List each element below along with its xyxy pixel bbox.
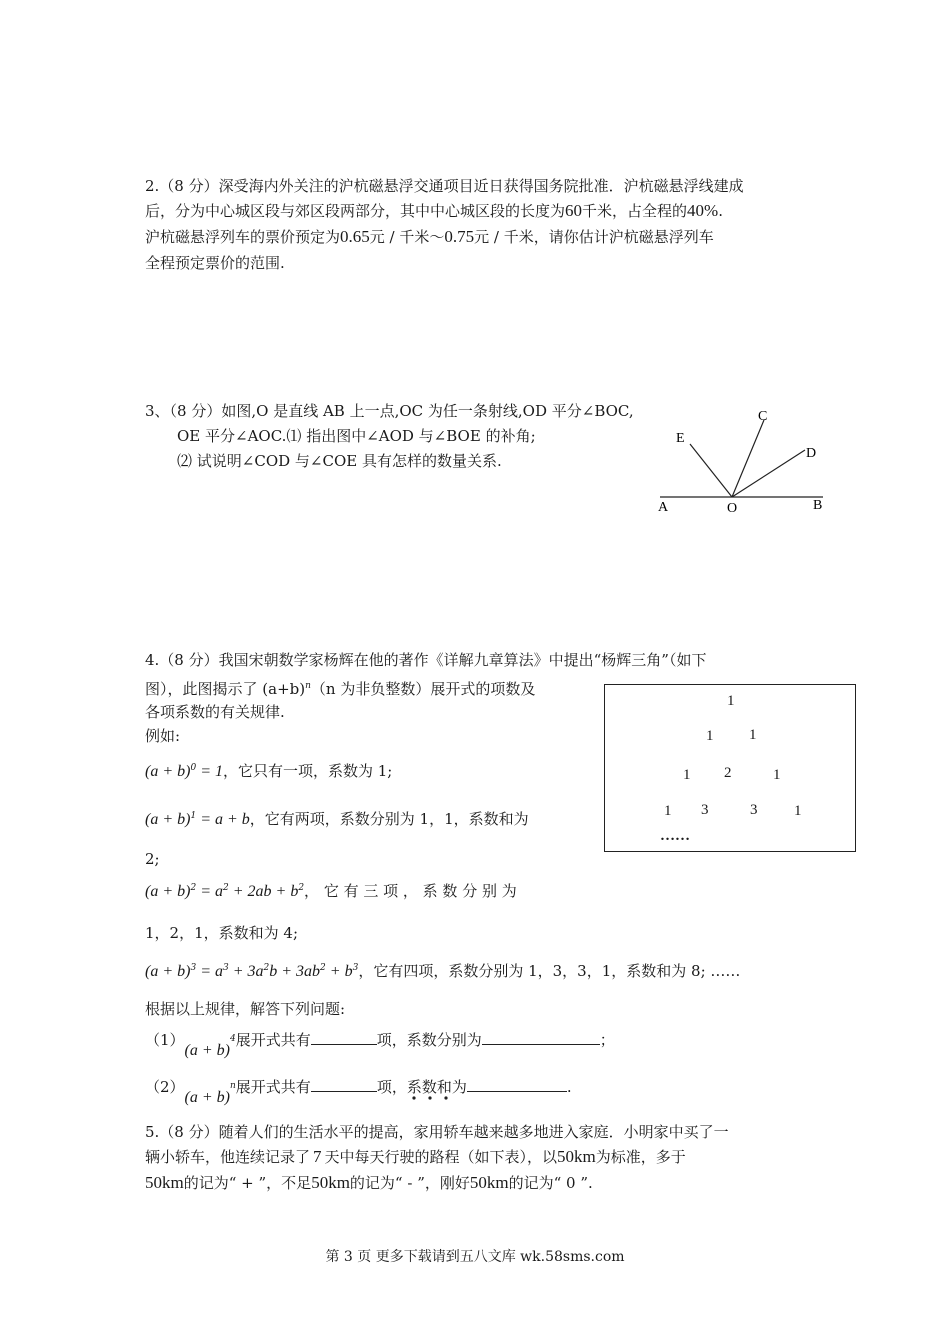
ex2-rhs2-sup: 2 [298, 883, 305, 893]
tri-r3-c2: 3 [750, 802, 758, 818]
p1-blank-coefficients[interactable] [482, 1030, 600, 1045]
q5-standard: 50km [557, 1147, 596, 1166]
ex2-sup: 2 [190, 883, 197, 893]
ex3-sup4: 3 [352, 963, 359, 973]
emphasis-dot [412, 1096, 415, 1099]
ex2-rhs2: + 2ab + b [228, 883, 299, 900]
q2-line4: 全程预定票价的范围. [145, 254, 285, 272]
p2-text-b: 项，系数和为 [376, 1078, 467, 1096]
p2-math: (a + b) [184, 1089, 230, 1106]
q4-line2 [145, 675, 535, 700]
q4-line2-text: 图），此图揭示了 (a+b) [145, 680, 306, 698]
q3-line1: 3、（8 分）如图,O 是直线 AB 上一点,OC 为任一条射线,OD 平分∠BOC, [145, 402, 634, 420]
tri-r2-c1: 2 [724, 765, 732, 781]
q2-price-low: 0.65 [340, 227, 370, 246]
emphasis-dot [428, 1096, 431, 1099]
ex0-sup: 0 [190, 763, 197, 773]
ray-oc [732, 420, 764, 497]
q5-line2-text: 辆小轿车，他连续记录了 [145, 1148, 311, 1166]
q2-price-high: 0.75 [444, 227, 475, 246]
tri-r1-c1: 1 [749, 727, 757, 743]
q5-line2-text-c: 为标准，多于 [595, 1148, 686, 1166]
q2-percent-value: 40% [687, 201, 719, 220]
q5-line1: 5.（8 分）随着人们的生活水平的提高，家用轿车越来越多地进入家庭．小明家中买了一 [145, 1123, 729, 1141]
ex2-rhs-sup: 2 [222, 883, 229, 893]
p1-blank-count[interactable] [311, 1030, 377, 1045]
q5-km-2: 50km [311, 1173, 350, 1192]
q5-line3 [145, 1172, 593, 1194]
p1-text-c: ； [599, 1031, 615, 1049]
ex2-text: ， 它 有 三 项 ， 系 数 分 别 为 [304, 882, 517, 900]
ex3-rhs-d: + b [325, 963, 353, 980]
tri-r3-c3: 1 [794, 803, 802, 819]
p1-text-b: 项，系数分别为 [376, 1031, 482, 1049]
q5-line2 [145, 1146, 686, 1168]
q5-line3-text-c: 的记为“ 0 ”. [508, 1174, 593, 1192]
q2-line2-text: 后，分为中心城区段与郊区段两部分，其中中心城区段的长度为 [145, 202, 566, 220]
emphasis-dots [410, 1094, 460, 1102]
tri-r0-c0: 1 [727, 693, 735, 709]
emphasis-dot [444, 1096, 447, 1099]
ex1-rhs: = a + b [196, 811, 250, 828]
p1-sup: 4 [230, 1034, 236, 1044]
q5-line3-text-b: 的记为“ - ”，刚好 [349, 1174, 470, 1192]
q2-unit-2: 元 / 千米，请你估计沪杭磁悬浮列车 [474, 228, 714, 246]
q4-example-1 [145, 805, 529, 831]
p2-blank-sum[interactable] [467, 1077, 567, 1092]
q4-line2-sup: n [305, 681, 311, 691]
q4-example-0 [145, 757, 392, 783]
q5-days: 7 [313, 1147, 322, 1166]
tri-r3-c0: 1 [664, 803, 672, 819]
q2-length-value: 60 [565, 201, 583, 220]
q5-km-1: 50km [145, 1173, 184, 1192]
tri-r3-c1: 3 [701, 802, 709, 818]
q2-line3 [145, 226, 714, 248]
label-a: A [658, 500, 669, 515]
ex0-text: ，它只有一项，系数为 1; [222, 762, 393, 780]
ex3-sup2: 2 [263, 963, 270, 973]
p2-text-a: 展开式共有 [235, 1078, 311, 1096]
q3-line3: ⑵ 试说明∠COD 与∠COE 具有怎样的数量关系. [177, 452, 502, 470]
q4-line2-text-b: （n 为非负整数）展开式的项数及 [310, 680, 536, 698]
ex1-text: ，它有两项，系数分别为 1，1，系数和为 [249, 810, 529, 828]
ex3-sup: 3 [190, 963, 197, 973]
q2-line1: 2.（8 分）深受海内外关注的沪杭磁悬浮交通项目近日获得国务院批准．沪杭磁悬浮线建成 [145, 177, 744, 195]
q4-line3: 各项系数的有关规律. [145, 703, 285, 721]
ray-oe [690, 444, 732, 497]
p1-text-a: 展开式共有 [235, 1031, 311, 1049]
tri-r2-c0: 1 [683, 767, 691, 783]
q4-example-3 [145, 957, 740, 983]
q5-km-3: 50km [469, 1173, 509, 1192]
label-c: C [758, 409, 768, 424]
q2-line2 [145, 200, 723, 222]
ex3-text: ，它有四项，系数分别为 1，3，3，1，系数和为 8; …… [358, 962, 741, 980]
angle-figure [650, 400, 840, 525]
yanghui-triangle [604, 684, 856, 852]
p1-math: (a + b) [184, 1042, 230, 1059]
label-o: O [727, 501, 738, 516]
label-b: B [813, 498, 823, 513]
q4-example-2 [145, 877, 517, 903]
p2-text-c: . [566, 1078, 572, 1096]
q4-rule: 根据以上规律，解答下列问题: [145, 1000, 346, 1018]
ex3-math: (a + b) [145, 963, 191, 980]
q2-line2-text-b: 千米，占全程的 [582, 202, 688, 220]
p2-sup: n [230, 1081, 236, 1091]
q5-line2-text-b: 天中每天行驶的路程（如下表），以 [324, 1148, 558, 1166]
q4-line4: 例如: [145, 727, 181, 745]
ex0-rhs: = 1 [196, 763, 223, 780]
ex2-rhs: = a [196, 883, 223, 900]
page-footer: 第 3 页 更多下载请到五八文库 wk.58sms.com [325, 1249, 625, 1265]
q4-line1: 4.（8 分）我国宋朝数学家杨辉在他的著作《详解九章算法》中提出“杨辉三角”（如下 [145, 651, 707, 669]
tri-r1-c0: 1 [706, 728, 714, 744]
ex3-rhs-c: b + 3ab [269, 963, 321, 980]
p2-blank-count[interactable] [311, 1077, 377, 1092]
q3-line2: OE 平分∠AOC.⑴ 指出图中∠AOD 与∠BOE 的补角; [177, 427, 536, 445]
q4-part1 [145, 1026, 615, 1059]
ex2-math: (a + b) [145, 883, 191, 900]
ex1-sup: 1 [190, 811, 197, 821]
ex3-sup1: 3 [222, 963, 229, 973]
q4-example-2-cont: 1，2，1，系数和为 4; [145, 924, 298, 942]
q4-example-1-cont: 2; [145, 850, 160, 868]
tri-r2-c2: 1 [773, 767, 781, 783]
p2-label: （2） [145, 1078, 185, 1096]
q2-unit-1: 元 / 千米～ [369, 228, 445, 246]
ex3-rhs: = a [196, 963, 223, 980]
p1-label: （1） [145, 1031, 185, 1049]
q5-line3-text-a: 的记为“ + ”，不足 [183, 1174, 312, 1192]
ex0-math: (a + b) [145, 763, 191, 780]
tri-ellipsis: …… [660, 828, 690, 844]
ray-od [732, 450, 805, 497]
ex3-rhs-b: + 3a [228, 963, 264, 980]
ex1-math: (a + b) [145, 811, 191, 828]
q4-part2 [145, 1073, 572, 1106]
label-e: E [676, 431, 685, 446]
q2-line3-text: 沪杭磁悬浮列车的票价预定为 [145, 228, 341, 246]
label-d: D [806, 446, 817, 461]
ex3-sup3: 2 [320, 963, 326, 973]
q2-line2-end: . [718, 202, 723, 220]
